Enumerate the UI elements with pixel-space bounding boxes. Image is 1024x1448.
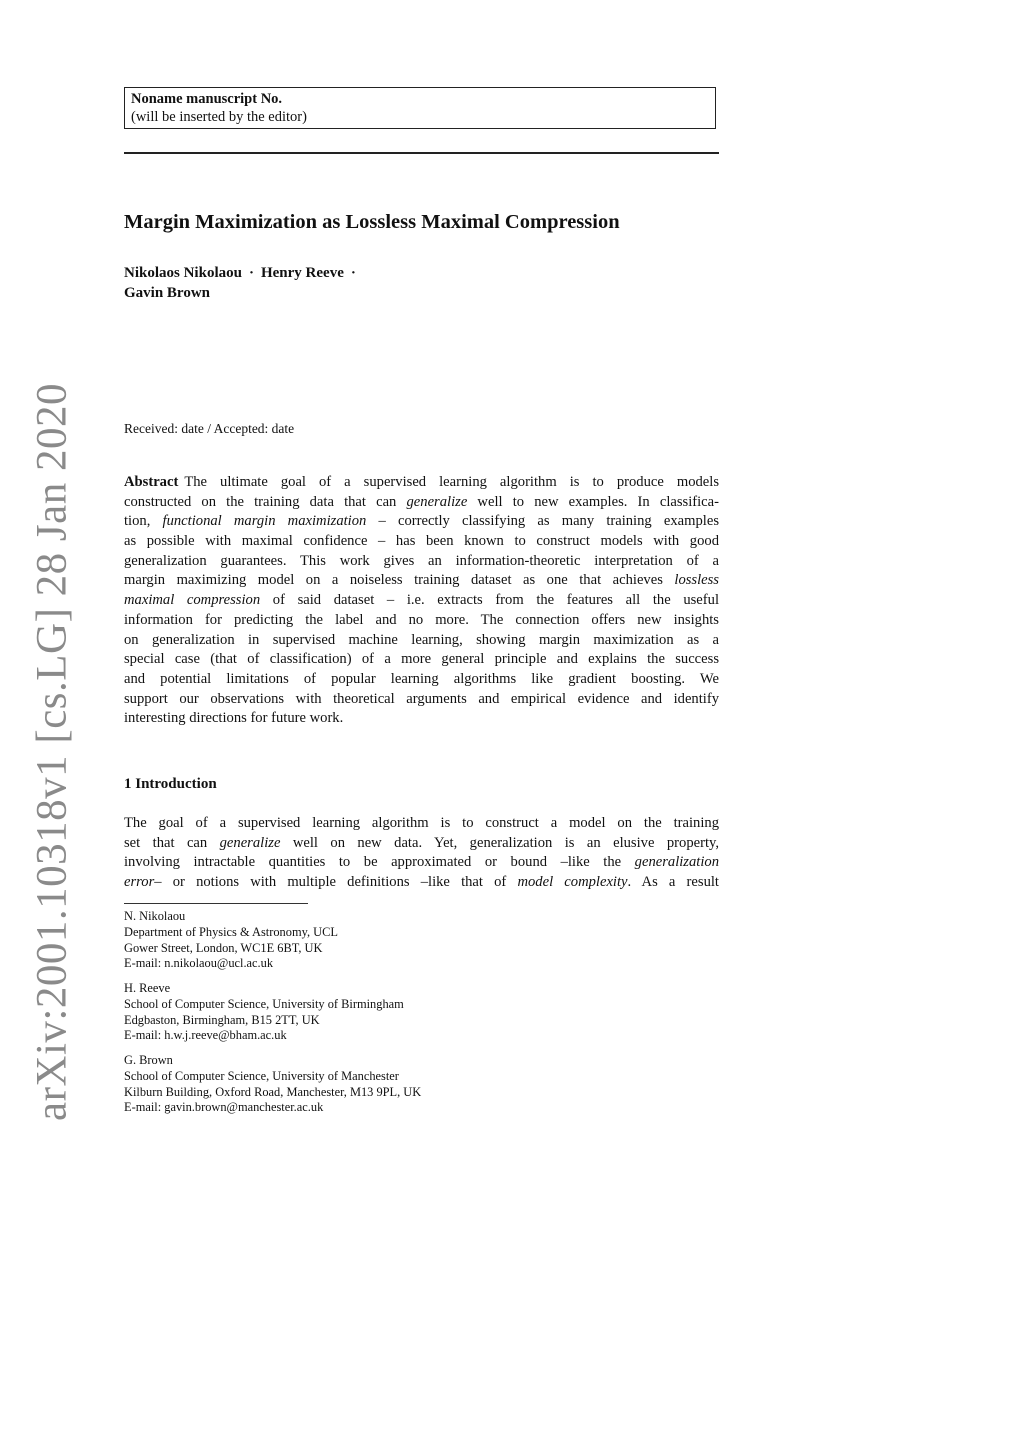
body-line: involving intractable quantities to be approximated or bound –like the generalization	[124, 854, 719, 871]
affiliation-department: Department of Physics & Astronomy, UCL	[124, 924, 338, 939]
abstract-line: tion, functional margin maximization – correctly classifying as many training examples	[124, 513, 719, 530]
editor-note: (will be inserted by the editor)	[131, 109, 307, 125]
italic-term: error	[124, 874, 155, 891]
editor-manuscript-box	[124, 87, 716, 129]
abstract-line: margin maximizing model on a noiseless training dataset as one that achieves lossless	[124, 572, 719, 589]
affiliation-address: Edgbaston, Birmingham, B15 2TT, UK	[124, 1012, 320, 1027]
affiliation-email: E-mail: n.nikolaou@ucl.ac.uk	[124, 956, 274, 971]
affiliation-email: E-mail: gavin.brown@manchester.ac.uk	[124, 1100, 324, 1115]
affiliation-email: E-mail: h.w.j.reeve@bham.ac.uk	[124, 1028, 287, 1043]
abstract-line: maximal compression of said dataset – i.e. extracts from the features all the useful	[124, 592, 719, 609]
author-separator: ·	[248, 265, 254, 281]
author-name: Henry Reeve	[260, 265, 344, 281]
abstract-line: Abstract The ultimate goal of a supervised learning algorithm is to produce models	[124, 474, 719, 490]
body-line: error– or notions with multiple definitions –like that of model complexity. As a result	[124, 874, 719, 891]
affiliation-block	[124, 909, 338, 972]
affiliation-department: School of Computer Science, University of Birmingham	[124, 996, 404, 1011]
footnote-rule	[124, 903, 308, 904]
paper-title: Margin Maximization as Lossless Maximal Compression	[124, 211, 620, 233]
abstract-line: and potential limitations of popular learning algorithms like gradient boosting. We	[124, 670, 719, 687]
abstract-line: interesting directions for future work.	[124, 710, 344, 727]
author-list	[124, 263, 524, 303]
italic-term: generalize	[406, 493, 468, 510]
affiliation-block	[124, 1053, 421, 1116]
affiliation-block	[124, 981, 404, 1044]
author-separator: ·	[350, 265, 356, 281]
abstract-line: generalization guarantees. This work gives an information-theoretic interpretation of a	[124, 552, 719, 569]
section-heading-introduction: 1 Introduction	[124, 776, 217, 792]
affiliation-name: N. Nikolaou	[124, 909, 186, 923]
italic-term: maximal compression	[124, 592, 261, 609]
body-line: The goal of a supervised learning algorithm is to construct a model on the training	[124, 815, 719, 831]
abstract-line: on generalization in supervised machine learning, showing margin maximization as a	[124, 631, 719, 648]
italic-term: lossless	[674, 572, 719, 589]
introduction-paragraph	[124, 814, 719, 893]
author-name: Nikolaos Nikolaou	[124, 265, 242, 281]
affiliation-address: Gower Street, London, WC1E 6BT, UK	[124, 940, 323, 955]
abstract-line: constructed on the training data that can generalize well to new examples. In classifica-	[124, 493, 719, 510]
affiliation-address: Kilburn Building, Oxford Road, Manchester, M13 9PL, UK	[124, 1084, 422, 1099]
received-accepted-line: Received: date / Accepted: date	[124, 421, 295, 436]
header-rule	[124, 152, 719, 154]
abstract-line: support our observations with theoretical arguments and empirical evidence and identify	[124, 690, 719, 707]
italic-term: model complexity	[517, 874, 628, 891]
affiliation-department: School of Computer Science, University of Manchester	[124, 1068, 399, 1083]
affiliation-name: G. Brown	[124, 1053, 173, 1067]
abstract-line: special case (that of classification) of a more general principle and explains the success	[124, 651, 719, 668]
affiliation-name: H. Reeve	[124, 981, 171, 995]
abstract-line: as possible with maximal confidence – has been known to construct models with good	[124, 533, 719, 550]
italic-term: generalization	[634, 854, 719, 871]
italic-term: generalize	[219, 834, 281, 851]
arxiv-identifier-stamp: arXiv:2001.10318v1 [cs.LG] 28 Jan 2020	[28, 383, 76, 1121]
author-name: Gavin Brown	[124, 285, 210, 301]
abstract-block	[124, 473, 719, 729]
manuscript-number-label: Noname manuscript No.	[131, 91, 283, 107]
abstract-heading: Abstract	[124, 474, 179, 490]
abstract-line: information for predicting the label and no more. The connection offers new insights	[124, 611, 719, 628]
body-line: set that can generalize well on new data. Yet, generalization is an elusive property,	[124, 834, 720, 851]
italic-term: functional margin maximization	[162, 513, 367, 530]
